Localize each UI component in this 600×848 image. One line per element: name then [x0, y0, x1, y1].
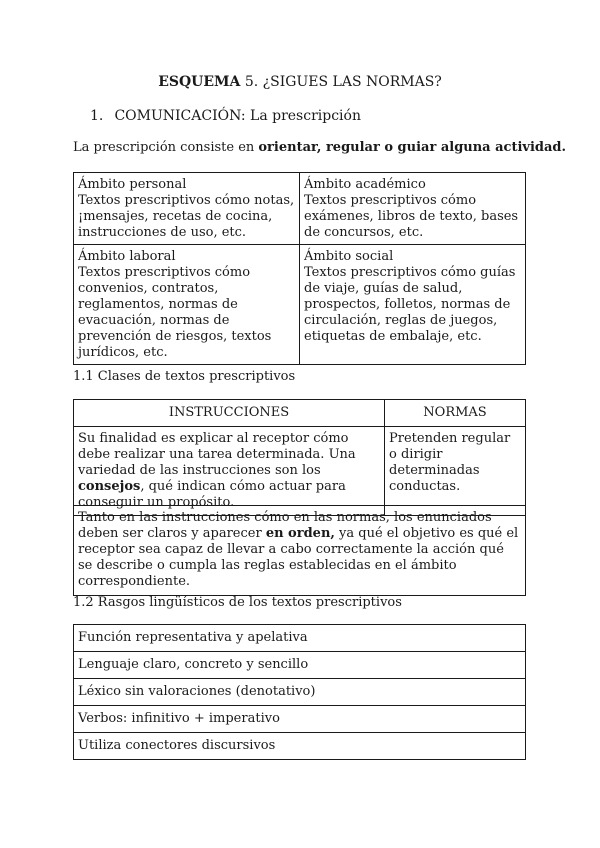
intro-paragraph [73, 140, 566, 156]
instrucciones-header: INSTRUCCIONES [74, 400, 385, 427]
table-row [74, 652, 526, 679]
rasgo-cell: Léxico sin valoraciones (denotativo) [74, 679, 526, 706]
section-1-2-heading: 1.2 Rasgos lingüísticos de los textos prescriptivos [73, 595, 402, 610]
tanto-text-2: ya qué el objetivo es qué el receptor sea capaz de llevar a cabo correctamente la acción qué se describe o cumpla las reglas establecidas en el ámbito correspondiente. [78, 526, 519, 589]
clases-table [73, 399, 526, 516]
normas-header: NORMAS [385, 400, 526, 427]
ambito-text: Textos prescriptivos cómo notas, ¡mensajes, recetas de cocina, instrucciones de uso, etc. [78, 193, 295, 240]
title-bold: ESQUEMA [158, 74, 241, 90]
section-1-number: 1. [90, 108, 104, 124]
section-1-label: COMUNICACIÓN: La prescripción [114, 108, 361, 124]
ambito-personal-cell [74, 173, 300, 245]
table-header-row [74, 400, 526, 427]
intro-text: La prescripción consiste en [73, 140, 259, 155]
ambito-social-cell [300, 245, 526, 365]
normas-cell: Pretenden regular o dirigir determinadas conductas. [385, 427, 526, 516]
intro-bold: orientar, regular o guiar alguna actividad. [258, 140, 567, 155]
tanto-box [73, 505, 526, 596]
ambito-title: Ámbito académico [304, 177, 426, 192]
table-row [74, 733, 526, 760]
table-row [74, 706, 526, 733]
ambito-academico-cell [300, 173, 526, 245]
ambito-text: Textos prescriptivos cómo convenios, contratos, reglamentos, normas de evacuación, normas de prevención de riesgos, textos jurídicos, etc. [78, 265, 272, 360]
instrucciones-cell [74, 427, 385, 516]
rasgos-table [73, 624, 526, 760]
rasgo-cell: Lenguaje claro, concreto y sencillo [74, 652, 526, 679]
table-row [74, 679, 526, 706]
table-row [74, 625, 526, 652]
tanto-text: Tanto en las instrucciones cómo en las normas, los enunciados deben ser claros y aparecer [78, 510, 492, 541]
ambito-laboral-cell [74, 245, 300, 365]
rasgo-cell: Función representativa y apelativa [74, 625, 526, 652]
instr-text-2: , qué indican cómo actuar para conseguir un propósito. [78, 479, 346, 510]
rasgo-cell: Utiliza conectores discursivos [74, 733, 526, 760]
ambito-title: Ámbito laboral [78, 249, 176, 264]
page-title [0, 74, 600, 90]
rasgo-cell: Verbos: infinitivo + imperativo [74, 706, 526, 733]
title-rest: 5. ¿SIGUES LAS NORMAS? [240, 74, 442, 90]
instr-text: Su finalidad es explicar al receptor cómo debe realizar una tarea determinada. Una variedad de las instrucciones son los [78, 431, 356, 478]
table-row [74, 173, 526, 245]
tanto-bold: en orden, [265, 526, 335, 541]
table-row [74, 245, 526, 365]
ambito-title: Ámbito personal [78, 177, 187, 192]
instr-bold: consejos [78, 479, 141, 494]
section-1-heading [90, 108, 361, 124]
table-row [74, 427, 526, 516]
ambito-text: Textos prescriptivos cómo guías de viaje, guías de salud, prospectos, folletos, normas de circulación, reglas de juegos, etiquetas de embalaje, etc. [304, 265, 516, 344]
ambito-title: Ámbito social [304, 249, 394, 264]
section-1-1-heading: 1.1 Clases de textos prescriptivos [73, 369, 296, 384]
ambitos-table [73, 172, 526, 365]
ambito-text: Textos prescriptivos cómo exámenes, libros de texto, bases de concursos, etc. [304, 193, 519, 240]
